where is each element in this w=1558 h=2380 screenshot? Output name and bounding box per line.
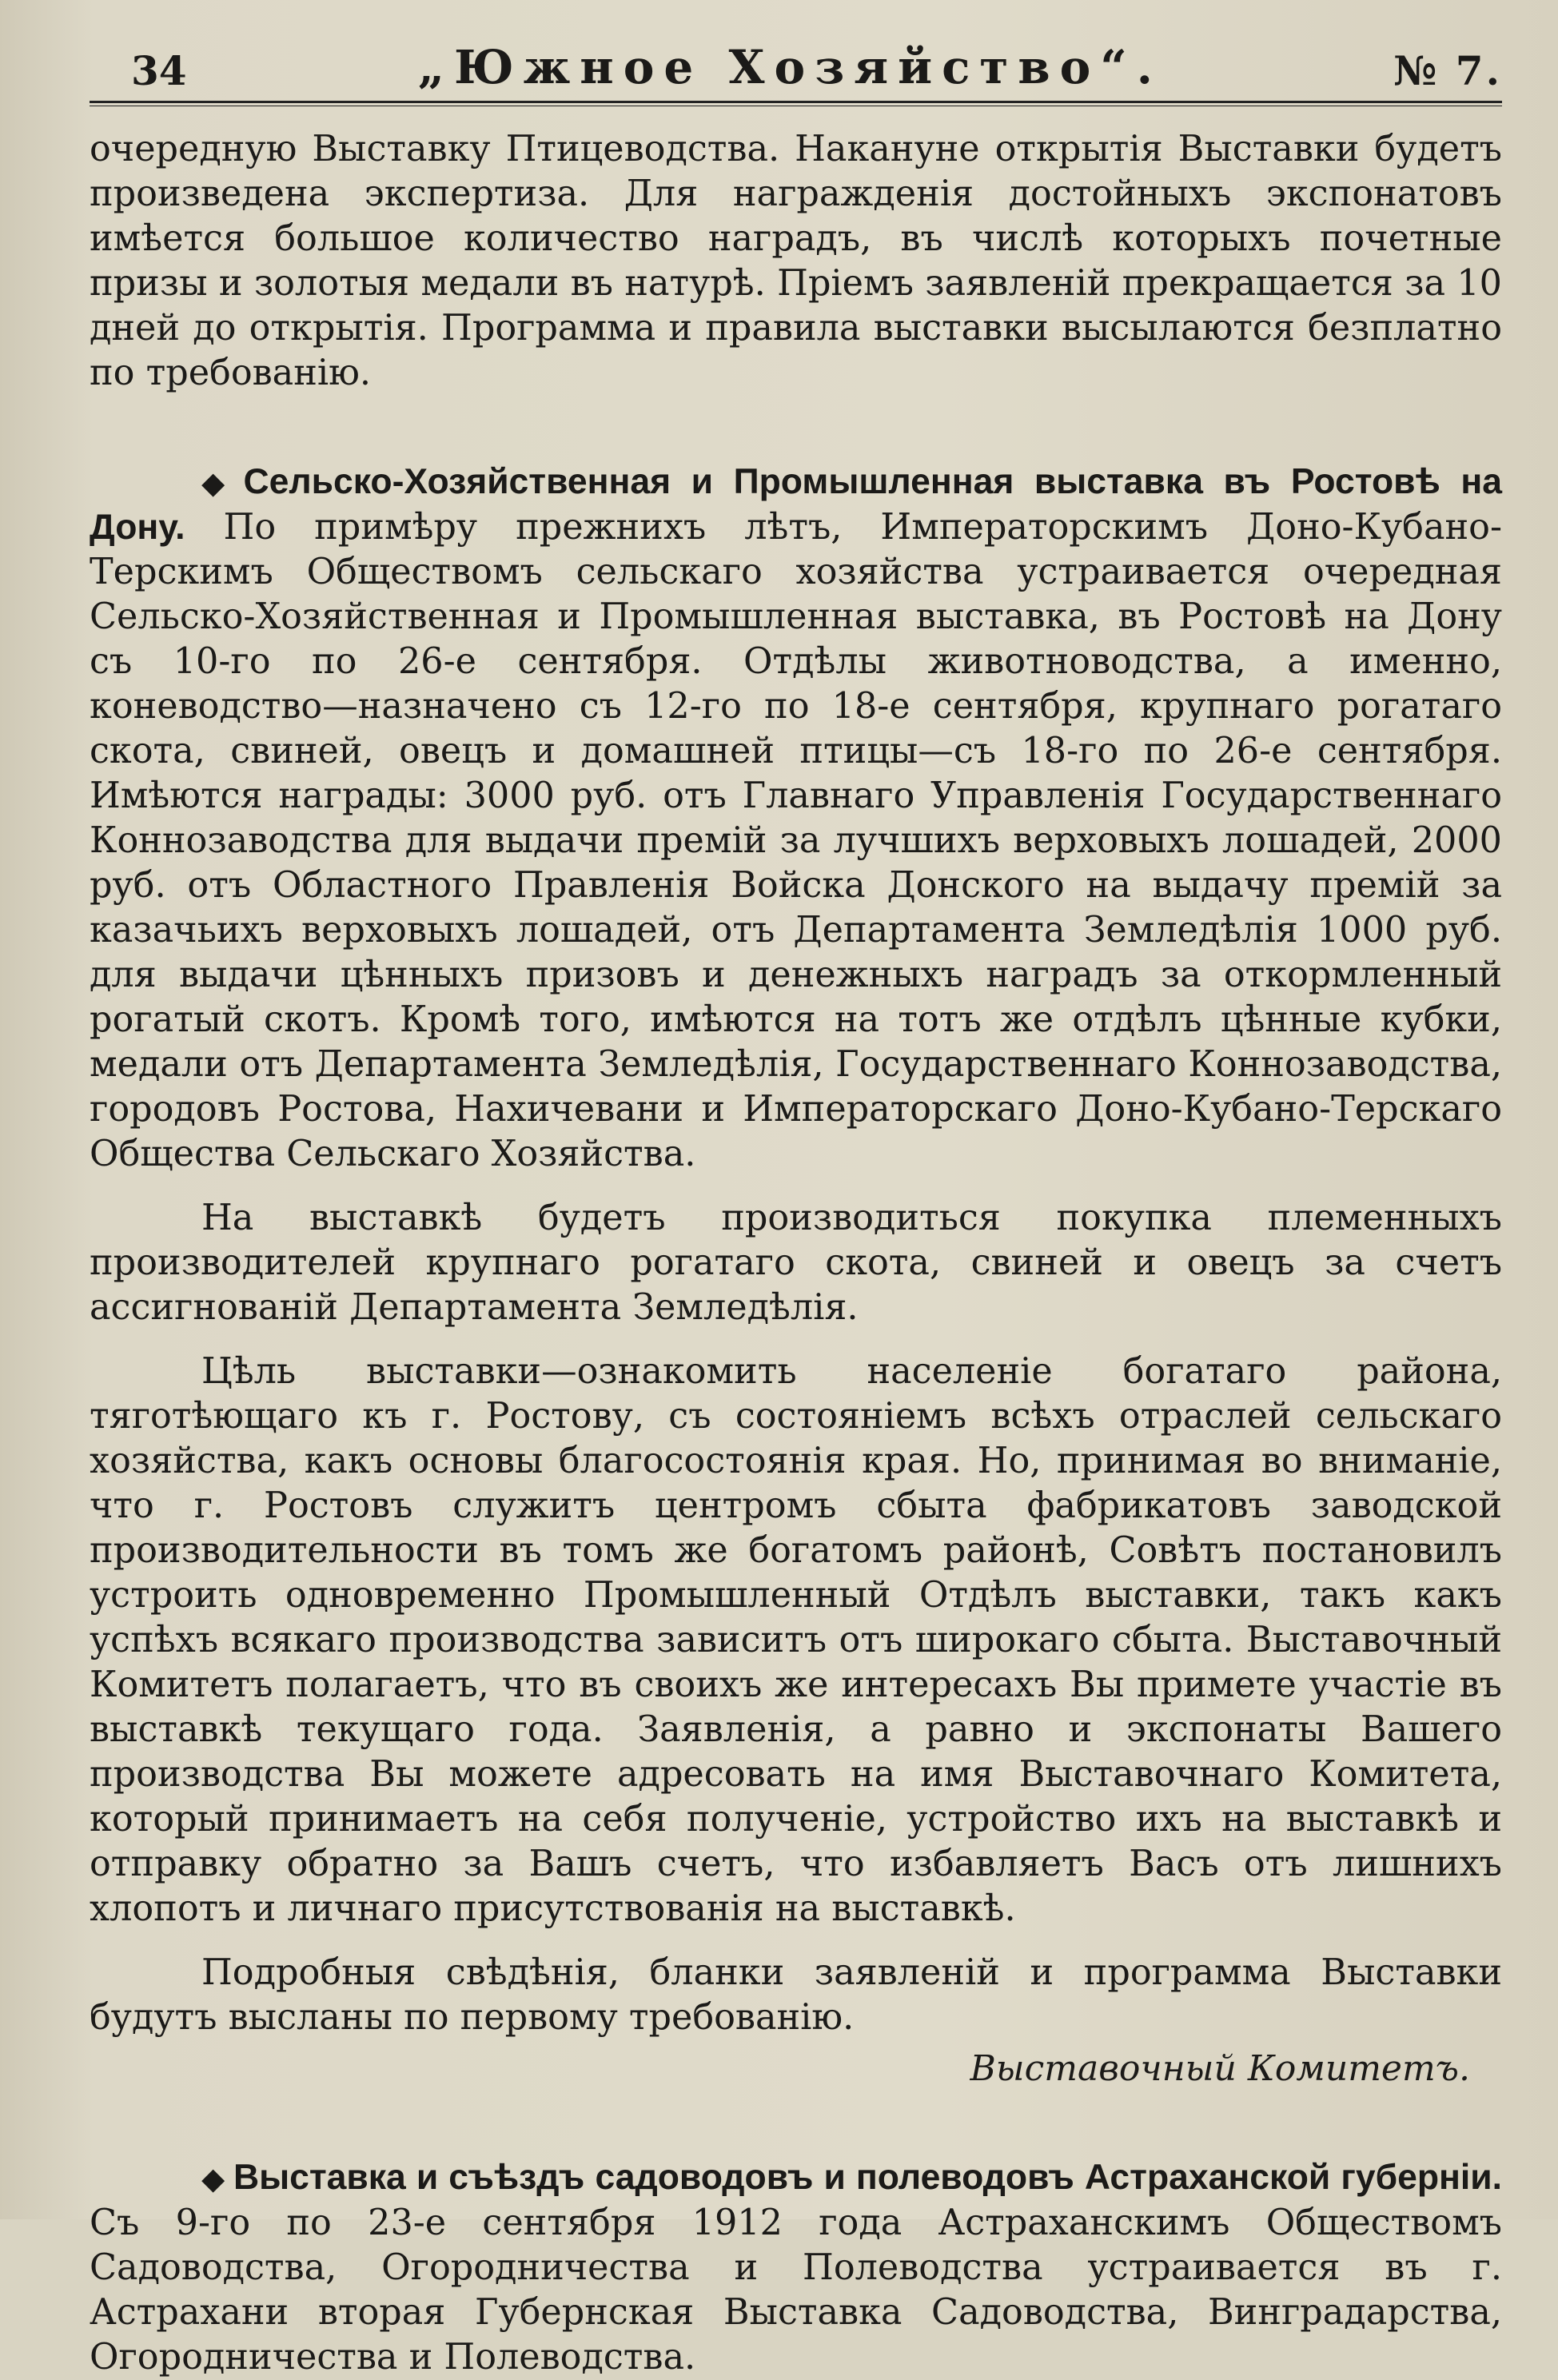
section-bullet-icon: ◆ <box>201 465 236 500</box>
header-rule <box>90 101 1502 106</box>
section-1-paragraph-4: Подробныя свѣдѣнія, бланки заявленій и программа Выставки будутъ высланы по первому требованію. <box>90 1952 1502 2038</box>
section-bullet-icon: ◆ <box>201 2161 225 2196</box>
section-2-lead-text: Съ 9-го по 23-е сентября 1912 года Астраханскимъ Обществомъ Садоводства, Огородничества и Полеводства устраивается въ г. Астрахани вторая Губернская Выставка Садоводства, Винградарства, Огородничества и Полеводства. <box>90 2203 1502 2378</box>
intro-paragraph: очередную Выставку Птицеводства. Накануне открытія Выставки будетъ произведена экспертиза. Для награжденія достойныхъ экспонатовъ имѣется большое количество наградъ, въ числѣ которыхъ почетные призы и золотыя медали въ натурѣ. Пріемъ заявленій прекращается за 10 дней до открытія. Программа и правила выставки высылаются безплатно по требованію. <box>90 129 1502 393</box>
running-head <box>90 32 1502 94</box>
journal-title: „Южное Хозяйство“. <box>417 40 1162 94</box>
section-2-lead-paragraph <box>90 2155 1502 2380</box>
section-1-signature: Выставочный Комитетъ. <box>970 2048 1470 2089</box>
section-1-paragraph-3: Цѣль выставки—ознакомить населеніе богатаго района, тяготѣющаго къ г. Ростову, съ состояніемъ всѣхъ отраслей сельскаго хозяйства, какъ основы благосостоянія края. Но, принимая во вниманіе, что г. Ростовъ служитъ центромъ сбыта фабрикатовъ заводской производительности въ томъ же богатомъ районѣ, Совѣтъ постановилъ устроить одновременно Промышленный Отдѣлъ выставки, такъ какъ успѣхъ всякаго производства зависитъ отъ широкаго сбыта. Выставочный Комитетъ полагаетъ, что въ своихъ же интересахъ Вы примете участіе въ выставкѣ текущаго года. Заявленія, а равно и экспонаты Вашего производства Вы можете адресовать на имя Выставочнаго Комитета, который принимаетъ на себя полученіе, устройство ихъ на выставкѣ и отправку обратно за Вашъ счетъ, что избавляетъ Васъ отъ лишнихъ хлопотъ и личнаго присутствованія на выставкѣ. <box>90 1351 1502 1929</box>
issue-number: № 7. <box>1393 47 1502 94</box>
section-1-paragraph-2: На выставкѣ будетъ производиться покупка племенныхъ производителей крупнаго рогатаго скота, свиней и овецъ за счетъ ассигнованій Департамента Земледѣлія. <box>90 1198 1502 1328</box>
section-2-title: Выставка и съѣздъ садоводовъ и полеводовъ Астраханской губерніи. <box>233 2158 1502 2197</box>
page-number: 34 <box>131 47 187 94</box>
article-body <box>90 127 1502 2380</box>
section-1-lead-paragraph <box>90 460 1502 1177</box>
section-1-title: Сельско-Хозяйственная и Промышленная выставка въ Ростовѣ на Дону. <box>90 462 1502 547</box>
section-1-lead-text: По примѣру прежнихъ лѣтъ, Императорскимъ Доно-Кубано-Терскимъ Обществомъ сельскаго хозяйства устраивается очередная Сельско-Хозяйственная и Промышленная выставка, въ Ростовѣ на Дону съ 10-го по 26-е сентября. Отдѣлы животноводства, а именно, коневодство—назначено съ 12-го по 18-е сентября, крупнаго рогатаго скота, свиней, овецъ и домашней птицы—съ 18-го по 26-е сентября. Имѣются награды: 3000 руб. отъ Главнаго Управленія Государственнаго Коннозаводства для выдачи премій за лучшихъ верховыхъ лошадей, 2000 руб. отъ Областного Правленія Войска Донского на выдачу премій за казачьихъ верховыхъ лошадей, отъ Департамента Земледѣлія 1000 руб. для выдачи цѣнныхъ призовъ и денежныхъ наградъ за откормленный рогатый скотъ. Кромѣ того, имѣются на тотъ же отдѣлъ цѣнные кубки, медали отъ Департамента Земледѣлія, Государственнаго Коннозаводства, городовъ Ростова, Нахичевани и Императорскаго Доно-Кубано-Терскаго Общества Сельскаго Хозяйства. <box>90 507 1502 1174</box>
